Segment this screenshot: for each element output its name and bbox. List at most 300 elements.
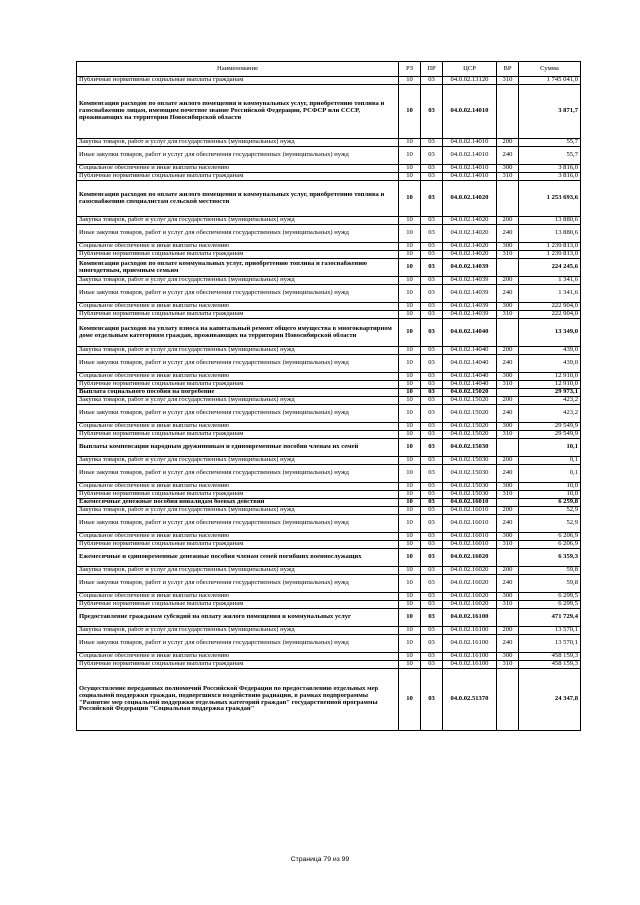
row-sum-cell: 1 253 693,6 bbox=[519, 181, 581, 217]
table-body bbox=[77, 77, 581, 731]
row-csr-cell: 04.0.02.14040 bbox=[443, 373, 497, 381]
row-pr-cell: 03 bbox=[421, 669, 443, 731]
row-pr-cell: 03 bbox=[421, 661, 443, 669]
row-vr-cell: 300 bbox=[497, 593, 519, 601]
row-vr-cell: 300 bbox=[497, 303, 519, 311]
row-rz-cell: 10 bbox=[399, 181, 421, 217]
row-vr-cell: 310 bbox=[497, 541, 519, 549]
row-name-cell: Публичные нормативные социальные выплаты гражданам bbox=[77, 251, 399, 259]
row-rz-cell: 10 bbox=[399, 381, 421, 389]
row-pr-cell: 03 bbox=[421, 277, 443, 285]
row-csr-cell: 04.0.02.14010 bbox=[443, 165, 497, 173]
row-csr-cell: 04.0.02.16020 bbox=[443, 593, 497, 601]
row-csr-cell: 04.0.02.14020 bbox=[443, 225, 497, 243]
table-row bbox=[77, 251, 581, 259]
table-row bbox=[77, 549, 581, 567]
row-rz-cell: 10 bbox=[399, 311, 421, 319]
row-vr-cell: 310 bbox=[497, 491, 519, 499]
row-rz-cell: 10 bbox=[399, 147, 421, 165]
row-pr-cell: 03 bbox=[421, 609, 443, 627]
row-sum-cell: 6 299,5 bbox=[519, 601, 581, 609]
row-sum-cell: 222 904,0 bbox=[519, 311, 581, 319]
page-number: Страница 79 из 99 bbox=[290, 856, 350, 863]
row-name-cell: Публичные нормативные социальные выплаты гражданам bbox=[77, 601, 399, 609]
row-csr-cell: 04.0.02.16100 bbox=[443, 661, 497, 669]
row-csr-cell: 04.0.02.14040 bbox=[443, 347, 497, 355]
row-rz-cell: 10 bbox=[399, 465, 421, 483]
row-rz-cell: 10 bbox=[399, 541, 421, 549]
row-csr-cell: 04.0.02.14010 bbox=[443, 85, 497, 139]
row-name-cell: Выплаты компенсации народным дружинникам и единовременные пособия членам их семей bbox=[77, 439, 399, 457]
row-rz-cell: 10 bbox=[399, 439, 421, 457]
row-sum-cell: 3 871,7 bbox=[519, 85, 581, 139]
row-vr-cell: 200 bbox=[497, 507, 519, 515]
row-rz-cell: 10 bbox=[399, 355, 421, 373]
row-csr-cell: 04.0.02.16100 bbox=[443, 627, 497, 635]
table-row bbox=[77, 355, 581, 373]
row-sum-cell: 55,7 bbox=[519, 139, 581, 147]
header-sum: Сумма bbox=[519, 62, 581, 77]
table-row bbox=[77, 635, 581, 653]
row-name-cell: Закупка товаров, работ и услуг для государственных (муниципальных) нужд bbox=[77, 457, 399, 465]
row-vr-cell: 300 bbox=[497, 243, 519, 251]
row-name-cell: Социальное обеспечение и иные выплаты населению bbox=[77, 483, 399, 491]
row-rz-cell: 10 bbox=[399, 251, 421, 259]
row-pr-cell: 03 bbox=[421, 423, 443, 431]
row-sum-cell: 423,2 bbox=[519, 405, 581, 423]
table-row bbox=[77, 139, 581, 147]
row-vr-cell: 240 bbox=[497, 465, 519, 483]
row-sum-cell: 6 359,3 bbox=[519, 549, 581, 567]
row-name-cell: Социальное обеспечение и иные выплаты населению bbox=[77, 423, 399, 431]
row-name-cell: Закупка товаров, работ и услуг для государственных (муниципальных) нужд bbox=[77, 397, 399, 405]
row-rz-cell: 10 bbox=[399, 601, 421, 609]
row-vr-cell: 200 bbox=[497, 627, 519, 635]
row-pr-cell: 03 bbox=[421, 491, 443, 499]
row-vr-cell bbox=[497, 181, 519, 217]
row-name-cell: Компенсация расходов по оплате коммунальных услуг, приобретению топлива и газоснабжению многодетным, приемным семьям bbox=[77, 259, 399, 277]
row-rz-cell: 10 bbox=[399, 397, 421, 405]
row-rz-cell: 10 bbox=[399, 515, 421, 533]
table-row bbox=[77, 319, 581, 347]
row-csr-cell: 04.0.02.16100 bbox=[443, 653, 497, 661]
row-sum-cell: 471 729,4 bbox=[519, 609, 581, 627]
row-name-cell: Закупка товаров, работ и услуг для государственных (муниципальных) нужд bbox=[77, 217, 399, 225]
row-sum-cell: 29 973,1 bbox=[519, 389, 581, 397]
row-pr-cell: 03 bbox=[421, 217, 443, 225]
row-name-cell: Ежемесячные денежные пособия инвалидам боевых действий bbox=[77, 499, 399, 507]
row-vr-cell: 200 bbox=[497, 139, 519, 147]
table-row bbox=[77, 347, 581, 355]
row-vr-cell: 240 bbox=[497, 575, 519, 593]
row-rz-cell: 10 bbox=[399, 423, 421, 431]
row-vr-cell bbox=[497, 259, 519, 277]
table-row bbox=[77, 541, 581, 549]
row-pr-cell: 03 bbox=[421, 139, 443, 147]
row-sum-cell: 439,0 bbox=[519, 355, 581, 373]
row-rz-cell: 10 bbox=[399, 389, 421, 397]
row-vr-cell: 300 bbox=[497, 653, 519, 661]
row-rz-cell: 10 bbox=[399, 483, 421, 491]
row-csr-cell: 04.0.02.16020 bbox=[443, 567, 497, 575]
row-name-cell: Закупка товаров, работ и услуг для государственных (муниципальных) нужд bbox=[77, 567, 399, 575]
row-name-cell: Ежемесячные и единовременные денежные пособия членам семей погибших военнослужащих bbox=[77, 549, 399, 567]
row-rz-cell: 10 bbox=[399, 373, 421, 381]
row-sum-cell: 29 549,9 bbox=[519, 431, 581, 439]
table-row bbox=[77, 669, 581, 731]
row-pr-cell: 03 bbox=[421, 457, 443, 465]
row-pr-cell: 03 bbox=[421, 397, 443, 405]
row-csr-cell: 04.0.02.14039 bbox=[443, 259, 497, 277]
row-rz-cell: 10 bbox=[399, 491, 421, 499]
row-pr-cell: 03 bbox=[421, 499, 443, 507]
header-vr: ВР bbox=[497, 62, 519, 77]
row-vr-cell: 200 bbox=[497, 217, 519, 225]
row-rz-cell: 10 bbox=[399, 85, 421, 139]
row-csr-cell: 04.0.02.14040 bbox=[443, 319, 497, 347]
row-sum-cell: 24 347,8 bbox=[519, 669, 581, 731]
row-sum-cell: 6 299,5 bbox=[519, 593, 581, 601]
row-csr-cell: 04.0.02.15020 bbox=[443, 389, 497, 397]
row-name-cell: Закупка товаров, работ и услуг для государственных (муниципальных) нужд bbox=[77, 347, 399, 355]
row-sum-cell: 1 341,6 bbox=[519, 277, 581, 285]
row-pr-cell: 03 bbox=[421, 541, 443, 549]
row-rz-cell: 10 bbox=[399, 173, 421, 181]
row-csr-cell: 04.0.02.16100 bbox=[443, 635, 497, 653]
row-pr-cell: 03 bbox=[421, 483, 443, 491]
row-sum-cell: 10,0 bbox=[519, 483, 581, 491]
row-pr-cell: 03 bbox=[421, 319, 443, 347]
row-rz-cell: 10 bbox=[399, 277, 421, 285]
row-sum-cell: 10,1 bbox=[519, 439, 581, 457]
row-vr-cell: 300 bbox=[497, 373, 519, 381]
table-row bbox=[77, 181, 581, 217]
row-csr-cell: 04.0.02.15030 bbox=[443, 465, 497, 483]
row-vr-cell: 310 bbox=[497, 661, 519, 669]
table-row bbox=[77, 567, 581, 575]
row-vr-cell: 300 bbox=[497, 483, 519, 491]
row-pr-cell: 03 bbox=[421, 653, 443, 661]
row-name-cell: Закупка товаров, работ и услуг для государственных (муниципальных) нужд bbox=[77, 507, 399, 515]
row-sum-cell: 222 904,0 bbox=[519, 303, 581, 311]
row-pr-cell: 03 bbox=[421, 627, 443, 635]
row-pr-cell: 03 bbox=[421, 465, 443, 483]
table-row bbox=[77, 217, 581, 225]
row-vr-cell: 200 bbox=[497, 567, 519, 575]
table-row bbox=[77, 225, 581, 243]
row-name-cell: Закупка товаров, работ и услуг для государственных (муниципальных) нужд bbox=[77, 139, 399, 147]
row-name-cell: Публичные нормативные социальные выплаты гражданам bbox=[77, 541, 399, 549]
table-row bbox=[77, 507, 581, 515]
row-rz-cell: 10 bbox=[399, 635, 421, 653]
row-name-cell: Иные закупки товаров, работ и услуг для обеспечения государственных (муниципальных) нужд bbox=[77, 635, 399, 653]
row-sum-cell: 1 239 813,0 bbox=[519, 251, 581, 259]
row-rz-cell: 10 bbox=[399, 575, 421, 593]
row-sum-cell: 52,9 bbox=[519, 507, 581, 515]
row-vr-cell: 240 bbox=[497, 147, 519, 165]
row-sum-cell: 423,2 bbox=[519, 397, 581, 405]
row-name-cell: Публичные нормативные социальные выплаты гражданам bbox=[77, 661, 399, 669]
table-row bbox=[77, 465, 581, 483]
row-name-cell: Публичные нормативные социальные выплаты гражданам bbox=[77, 431, 399, 439]
row-csr-cell: 04.0.02.16100 bbox=[443, 609, 497, 627]
row-name-cell: Закупка товаров, работ и услуг для государственных (муниципальных) нужд bbox=[77, 627, 399, 635]
budget-table-page bbox=[76, 61, 580, 731]
row-vr-cell: 200 bbox=[497, 347, 519, 355]
row-vr-cell bbox=[497, 609, 519, 627]
header-csr: ЦСР bbox=[443, 62, 497, 77]
row-sum-cell: 13 349,0 bbox=[519, 319, 581, 347]
row-name-cell: Публичные нормативные социальные выплаты гражданам bbox=[77, 381, 399, 389]
row-name-cell: Иные закупки товаров, работ и услуг для обеспечения государственных (муниципальных) нужд bbox=[77, 575, 399, 593]
row-rz-cell: 10 bbox=[399, 609, 421, 627]
row-rz-cell: 10 bbox=[399, 77, 421, 85]
row-vr-cell: 310 bbox=[497, 77, 519, 85]
row-csr-cell: 04.0.02.16010 bbox=[443, 541, 497, 549]
row-sum-cell: 12 910,0 bbox=[519, 373, 581, 381]
row-sum-cell: 0,1 bbox=[519, 465, 581, 483]
table-row bbox=[77, 277, 581, 285]
row-vr-cell: 240 bbox=[497, 405, 519, 423]
row-pr-cell: 03 bbox=[421, 439, 443, 457]
row-csr-cell: 04.0.02.15020 bbox=[443, 405, 497, 423]
row-csr-cell: 04.0.02.14039 bbox=[443, 277, 497, 285]
table-row bbox=[77, 457, 581, 465]
row-vr-cell: 310 bbox=[497, 251, 519, 259]
header-name: Наименование bbox=[77, 62, 399, 77]
row-pr-cell: 03 bbox=[421, 225, 443, 243]
row-vr-cell: 300 bbox=[497, 533, 519, 541]
row-csr-cell: 04.0.02.16020 bbox=[443, 601, 497, 609]
row-vr-cell: 310 bbox=[497, 381, 519, 389]
row-sum-cell: 458 159,3 bbox=[519, 653, 581, 661]
table-header-row bbox=[77, 62, 581, 77]
row-vr-cell: 200 bbox=[497, 397, 519, 405]
table-row bbox=[77, 661, 581, 669]
row-sum-cell: 10,0 bbox=[519, 491, 581, 499]
row-name-cell: Иные закупки товаров, работ и услуг для обеспечения государственных (муниципальных) нужд bbox=[77, 465, 399, 483]
row-name-cell: Публичные нормативные социальные выплаты гражданам bbox=[77, 77, 399, 85]
row-pr-cell: 03 bbox=[421, 601, 443, 609]
row-rz-cell: 10 bbox=[399, 533, 421, 541]
row-name-cell: Социальное обеспечение и иные выплаты населению bbox=[77, 533, 399, 541]
row-pr-cell: 03 bbox=[421, 165, 443, 173]
row-vr-cell: 200 bbox=[497, 457, 519, 465]
row-csr-cell: 04.0.02.14020 bbox=[443, 243, 497, 251]
row-csr-cell: 04.0.02.16020 bbox=[443, 549, 497, 567]
row-vr-cell: 300 bbox=[497, 165, 519, 173]
row-name-cell: Иные закупки товаров, работ и услуг для обеспечения государственных (муниципальных) нужд bbox=[77, 515, 399, 533]
row-sum-cell: 13 880,6 bbox=[519, 225, 581, 243]
row-vr-cell: 240 bbox=[497, 225, 519, 243]
row-csr-cell: 04.0.02.15030 bbox=[443, 457, 497, 465]
row-sum-cell: 6 259,8 bbox=[519, 499, 581, 507]
row-vr-cell: 240 bbox=[497, 355, 519, 373]
row-csr-cell: 04.0.02.14039 bbox=[443, 311, 497, 319]
row-csr-cell: 04.0.02.14020 bbox=[443, 251, 497, 259]
row-name-cell: Закупка товаров, работ и услуг для государственных (муниципальных) нужд bbox=[77, 277, 399, 285]
row-vr-cell: 240 bbox=[497, 635, 519, 653]
row-pr-cell: 03 bbox=[421, 285, 443, 303]
row-sum-cell: 13 880,6 bbox=[519, 217, 581, 225]
row-sum-cell: 6 206,9 bbox=[519, 541, 581, 549]
row-sum-cell: 13 570,1 bbox=[519, 627, 581, 635]
row-sum-cell: 1 341,6 bbox=[519, 285, 581, 303]
row-csr-cell: 04.0.02.13120 bbox=[443, 77, 497, 85]
row-csr-cell: 04.0.02.16010 bbox=[443, 533, 497, 541]
row-pr-cell: 03 bbox=[421, 635, 443, 653]
row-name-cell: Социальное обеспечение и иные выплаты населению bbox=[77, 243, 399, 251]
row-sum-cell: 59,8 bbox=[519, 567, 581, 575]
row-sum-cell: 1 239 813,0 bbox=[519, 243, 581, 251]
row-rz-cell: 10 bbox=[399, 653, 421, 661]
row-name-cell: Иные закупки товаров, работ и услуг для обеспечения государственных (муниципальных) нужд bbox=[77, 285, 399, 303]
row-sum-cell: 1 745 041,0 bbox=[519, 77, 581, 85]
row-csr-cell: 04.0.02.14010 bbox=[443, 173, 497, 181]
row-pr-cell: 03 bbox=[421, 251, 443, 259]
row-name-cell: Социальное обеспечение и иные выплаты населению bbox=[77, 165, 399, 173]
row-rz-cell: 10 bbox=[399, 165, 421, 173]
row-csr-cell: 04.0.02.14039 bbox=[443, 285, 497, 303]
row-sum-cell: 3 816,0 bbox=[519, 173, 581, 181]
row-vr-cell: 310 bbox=[497, 311, 519, 319]
row-pr-cell: 03 bbox=[421, 593, 443, 601]
row-pr-cell: 03 bbox=[421, 567, 443, 575]
row-pr-cell: 03 bbox=[421, 147, 443, 165]
row-vr-cell: 300 bbox=[497, 423, 519, 431]
row-name-cell: Публичные нормативные социальные выплаты гражданам bbox=[77, 491, 399, 499]
table-row bbox=[77, 77, 581, 85]
row-csr-cell: 04.0.02.51370 bbox=[443, 669, 497, 731]
row-sum-cell: 224 245,6 bbox=[519, 259, 581, 277]
row-csr-cell: 04.0.02.16010 bbox=[443, 515, 497, 533]
row-vr-cell bbox=[497, 669, 519, 731]
row-rz-cell: 10 bbox=[399, 627, 421, 635]
row-pr-cell: 03 bbox=[421, 549, 443, 567]
row-csr-cell: 04.0.02.16020 bbox=[443, 575, 497, 593]
row-sum-cell: 439,0 bbox=[519, 347, 581, 355]
row-csr-cell: 04.0.02.14010 bbox=[443, 139, 497, 147]
header-pr: ПР bbox=[421, 62, 443, 77]
row-rz-cell: 10 bbox=[399, 225, 421, 243]
row-vr-cell bbox=[497, 319, 519, 347]
row-rz-cell: 10 bbox=[399, 259, 421, 277]
row-pr-cell: 03 bbox=[421, 77, 443, 85]
row-vr-cell bbox=[497, 439, 519, 457]
row-rz-cell: 10 bbox=[399, 661, 421, 669]
row-rz-cell: 10 bbox=[399, 405, 421, 423]
row-csr-cell: 04.0.02.15020 bbox=[443, 423, 497, 431]
table-row bbox=[77, 285, 581, 303]
row-pr-cell: 03 bbox=[421, 355, 443, 373]
row-pr-cell: 03 bbox=[421, 311, 443, 319]
row-csr-cell: 04.0.02.15030 bbox=[443, 491, 497, 499]
row-rz-cell: 10 bbox=[399, 499, 421, 507]
table-row bbox=[77, 609, 581, 627]
table-row bbox=[77, 431, 581, 439]
row-vr-cell bbox=[497, 85, 519, 139]
row-csr-cell: 04.0.02.15030 bbox=[443, 483, 497, 491]
row-pr-cell: 03 bbox=[421, 405, 443, 423]
row-pr-cell: 03 bbox=[421, 85, 443, 139]
table-row bbox=[77, 147, 581, 165]
row-sum-cell: 52,9 bbox=[519, 515, 581, 533]
table-row bbox=[77, 405, 581, 423]
row-rz-cell: 10 bbox=[399, 431, 421, 439]
row-rz-cell: 10 bbox=[399, 243, 421, 251]
row-name-cell: Иные закупки товаров, работ и услуг для обеспечения государственных (муниципальных) нужд bbox=[77, 147, 399, 165]
row-csr-cell: 04.0.02.14039 bbox=[443, 303, 497, 311]
row-rz-cell: 10 bbox=[399, 567, 421, 575]
table-row bbox=[77, 627, 581, 635]
row-pr-cell: 03 bbox=[421, 243, 443, 251]
row-pr-cell: 03 bbox=[421, 431, 443, 439]
row-rz-cell: 10 bbox=[399, 303, 421, 311]
row-rz-cell: 10 bbox=[399, 507, 421, 515]
row-name-cell: Компенсация расходов на уплату взноса на капитальный ремонт общего имущества в многоквартирном доме отдельным категориям граждан, проживающих на территории Новосибирской области bbox=[77, 319, 399, 347]
row-sum-cell: 13 570,1 bbox=[519, 635, 581, 653]
row-pr-cell: 03 bbox=[421, 381, 443, 389]
row-sum-cell: 55,7 bbox=[519, 147, 581, 165]
row-rz-cell: 10 bbox=[399, 549, 421, 567]
row-rz-cell: 10 bbox=[399, 593, 421, 601]
table-row bbox=[77, 515, 581, 533]
row-csr-cell: 04.0.02.14040 bbox=[443, 355, 497, 373]
row-csr-cell: 04.0.02.15020 bbox=[443, 431, 497, 439]
row-pr-cell: 03 bbox=[421, 507, 443, 515]
row-sum-cell: 3 816,0 bbox=[519, 165, 581, 173]
table-row bbox=[77, 601, 581, 609]
row-vr-cell: 310 bbox=[497, 173, 519, 181]
row-pr-cell: 03 bbox=[421, 181, 443, 217]
row-pr-cell: 03 bbox=[421, 515, 443, 533]
header-rz: РЗ bbox=[399, 62, 421, 77]
row-sum-cell: 59,8 bbox=[519, 575, 581, 593]
row-vr-cell: 310 bbox=[497, 431, 519, 439]
row-pr-cell: 03 bbox=[421, 533, 443, 541]
row-name-cell: Осуществление переданных полномочий Российской Федерации по предоставлению отдельных мер социальной поддержки граждан, подвергшихся воздействию радиации, в рамках подпрограммы "Развитие мер социальной поддержки отдельных категорий граждан" государственной программы Российской Федерации "Социальная поддержка граждан" bbox=[77, 669, 399, 731]
row-rz-cell: 10 bbox=[399, 285, 421, 303]
budget-table bbox=[76, 61, 581, 731]
row-pr-cell: 03 bbox=[421, 373, 443, 381]
row-name-cell: Социальное обеспечение и иные выплаты населению bbox=[77, 653, 399, 661]
row-rz-cell: 10 bbox=[399, 669, 421, 731]
row-name-cell: Иные закупки товаров, работ и услуг для обеспечения государственных (муниципальных) нужд bbox=[77, 225, 399, 243]
row-name-cell: Предоставление гражданам субсидий на оплату жилого помещения и коммунальных услуг bbox=[77, 609, 399, 627]
row-rz-cell: 10 bbox=[399, 217, 421, 225]
row-csr-cell: 04.0.02.16010 bbox=[443, 499, 497, 507]
row-pr-cell: 03 bbox=[421, 389, 443, 397]
row-name-cell: Публичные нормативные социальные выплаты гражданам bbox=[77, 173, 399, 181]
row-rz-cell: 10 bbox=[399, 457, 421, 465]
table-row bbox=[77, 173, 581, 181]
table-row bbox=[77, 575, 581, 593]
row-pr-cell: 03 bbox=[421, 347, 443, 355]
row-name-cell: Публичные нормативные социальные выплаты гражданам bbox=[77, 311, 399, 319]
row-sum-cell: 29 549,9 bbox=[519, 423, 581, 431]
row-csr-cell: 04.0.02.14040 bbox=[443, 381, 497, 389]
row-rz-cell: 10 bbox=[399, 347, 421, 355]
row-csr-cell: 04.0.02.16010 bbox=[443, 507, 497, 515]
row-name-cell: Социальное обеспечение и иные выплаты населению bbox=[77, 373, 399, 381]
row-sum-cell: 0,1 bbox=[519, 457, 581, 465]
row-csr-cell: 04.0.02.14020 bbox=[443, 181, 497, 217]
row-name-cell: Иные закупки товаров, работ и услуг для обеспечения государственных (муниципальных) нужд bbox=[77, 405, 399, 423]
row-name-cell: Социальное обеспечение и иные выплаты населению bbox=[77, 593, 399, 601]
row-pr-cell: 03 bbox=[421, 259, 443, 277]
row-csr-cell: 04.0.02.14020 bbox=[443, 217, 497, 225]
table-row bbox=[77, 397, 581, 405]
